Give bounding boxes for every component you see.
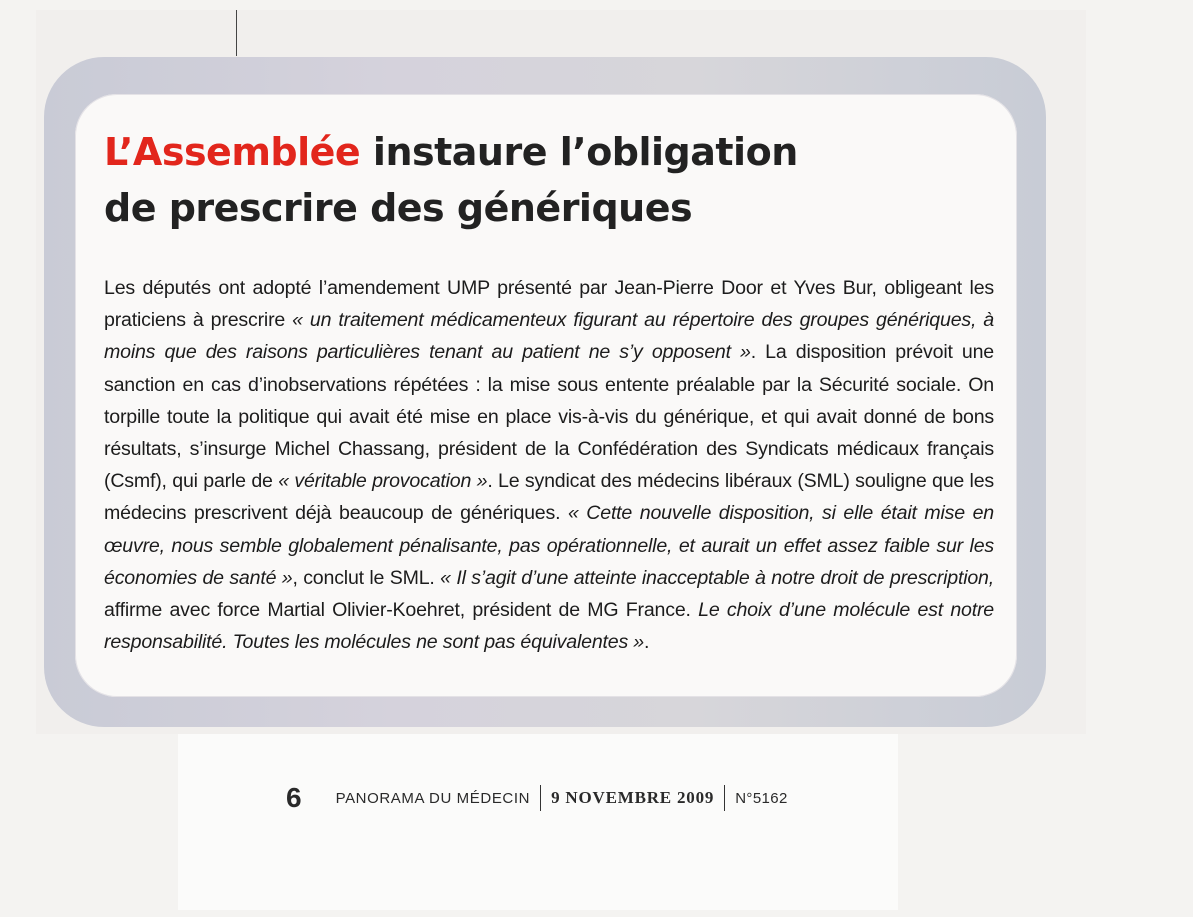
body-text-6: . — [644, 631, 650, 654]
column-divider — [236, 10, 237, 56]
body-quote-5: Le choix d’une molécule est notre responsabilité. Toutes les molécules ne sont pas équivalentes » — [104, 599, 994, 654]
issue-number: N°5162 — [735, 789, 788, 807]
footer-separator — [724, 785, 725, 811]
publication-name: PANORAMA DU MÉDECIN — [335, 789, 531, 807]
article-headline — [104, 124, 1004, 236]
body-quote-4: « Il s’agit d’une atteinte inacceptable à notre droit de prescription, — [440, 566, 994, 589]
page-number: 6 — [286, 782, 302, 813]
body-text-2: . La disposition prévoit une sanction en cas d’inobservations répétées : la mise sous entente préalable par la Sécurité sociale. On torpille toute la politique qui avait été mise en place vis-à-vis du générique, et qui avait donné de bons résultats, s’insurge Michel Chassang, président de la Confédération des Syndicats médicaux français (Csmf), qui parle de — [104, 341, 994, 493]
body-quote-2: « véritable provocation » — [278, 470, 488, 493]
body-quote-1: « un traitement médicamenteux figurant au répertoire des groupes génériques, à moins que des raisons particulières tenant au patient ne s’y opposent » — [104, 309, 994, 364]
issue-date: 9 NOVEMBRE 2009 — [551, 788, 715, 807]
headline-accent: L’Assemblée — [104, 130, 361, 174]
body-text-3: . Le syndicat des médecins libéraux (SML) souligne que les médecins prescrivent déjà beaucoup de génériques. — [104, 470, 994, 525]
body-text-1: Les députés ont adopté l’amendement UMP présenté par Jean-Pierre Door et Yves Bur, obligeant les praticiens à prescrire — [104, 277, 994, 332]
body-text-4: , conclut le SML. — [292, 566, 441, 589]
paper-lower-strip — [178, 734, 898, 910]
headline-line2: de prescrire des génériques — [104, 186, 693, 230]
footer-separator — [540, 785, 541, 811]
page-footer — [286, 778, 788, 818]
body-text-5: affirme avec force Martial Olivier-Koehret, président de MG France. — [104, 599, 699, 622]
headline-line1: instaure l’obligation — [360, 130, 798, 174]
body-quote-3: « Cette nouvelle disposition, si elle était mise en œuvre, nous semble globalement pénalisante, pas opérationnelle, et aurait un effet assez faible sur les économies de santé » — [104, 502, 994, 589]
article-body — [104, 272, 994, 658]
